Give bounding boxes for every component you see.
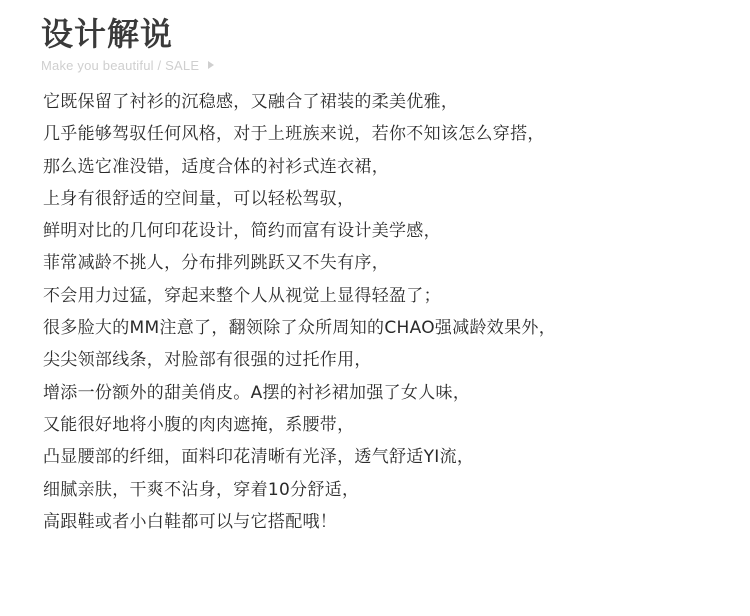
- description-line: 不会用力过猛，穿起来整个人从视觉上显得轻盈了；: [43, 285, 441, 306]
- description-line: 尖尖领部线条，对脸部有很强的过托作用，: [43, 350, 372, 371]
- description-body: [43, 86, 723, 538]
- description-line: 几乎能够驾驭任何风格，对于上班族来说，若你不知该怎么穿搭，: [43, 124, 545, 145]
- description-line: 菲常减龄不挑人，分布排列跳跃又不失有序，: [43, 253, 389, 274]
- description-line: 那么选它准没错，适度合体的衬衫式连衣裙，: [43, 156, 389, 177]
- play-triangle-icon: [208, 61, 214, 69]
- description-line: 增添一份额外的甜美俏皮。A摆的衬衫裙加强了女人味，: [43, 382, 471, 403]
- section-header: [41, 14, 701, 74]
- description-line: 上身有很舒适的空间量，可以轻松驾驭，: [43, 188, 355, 209]
- section-subtitle: Make you beautiful / SALE: [41, 57, 200, 73]
- description-line: 鲜明对比的几何印花设计，简约而富有设计美学感，: [43, 221, 441, 242]
- subtitle-row: [41, 56, 701, 74]
- description-line: 很多脸大的MM注意了，翻领除了众所周知的CHAO强减龄效果外，: [43, 318, 556, 339]
- description-line: 凸显腰部的纤细，面料印花清晰有光泽，透气舒适YI流，: [43, 447, 475, 468]
- description-line: 它既保留了衬衫的沉稳感，又融合了裙装的柔美优雅，: [43, 92, 459, 112]
- section-title: 设计解说: [41, 15, 174, 53]
- description-line: 又能很好地将小腹的肉肉遮掩，系腰带，: [43, 414, 355, 435]
- description-line: 细腻亲肤，干爽不沾身，穿着10分舒适，: [43, 479, 360, 500]
- description-line: 高跟鞋或者小白鞋都可以与它搭配哦！: [43, 511, 338, 532]
